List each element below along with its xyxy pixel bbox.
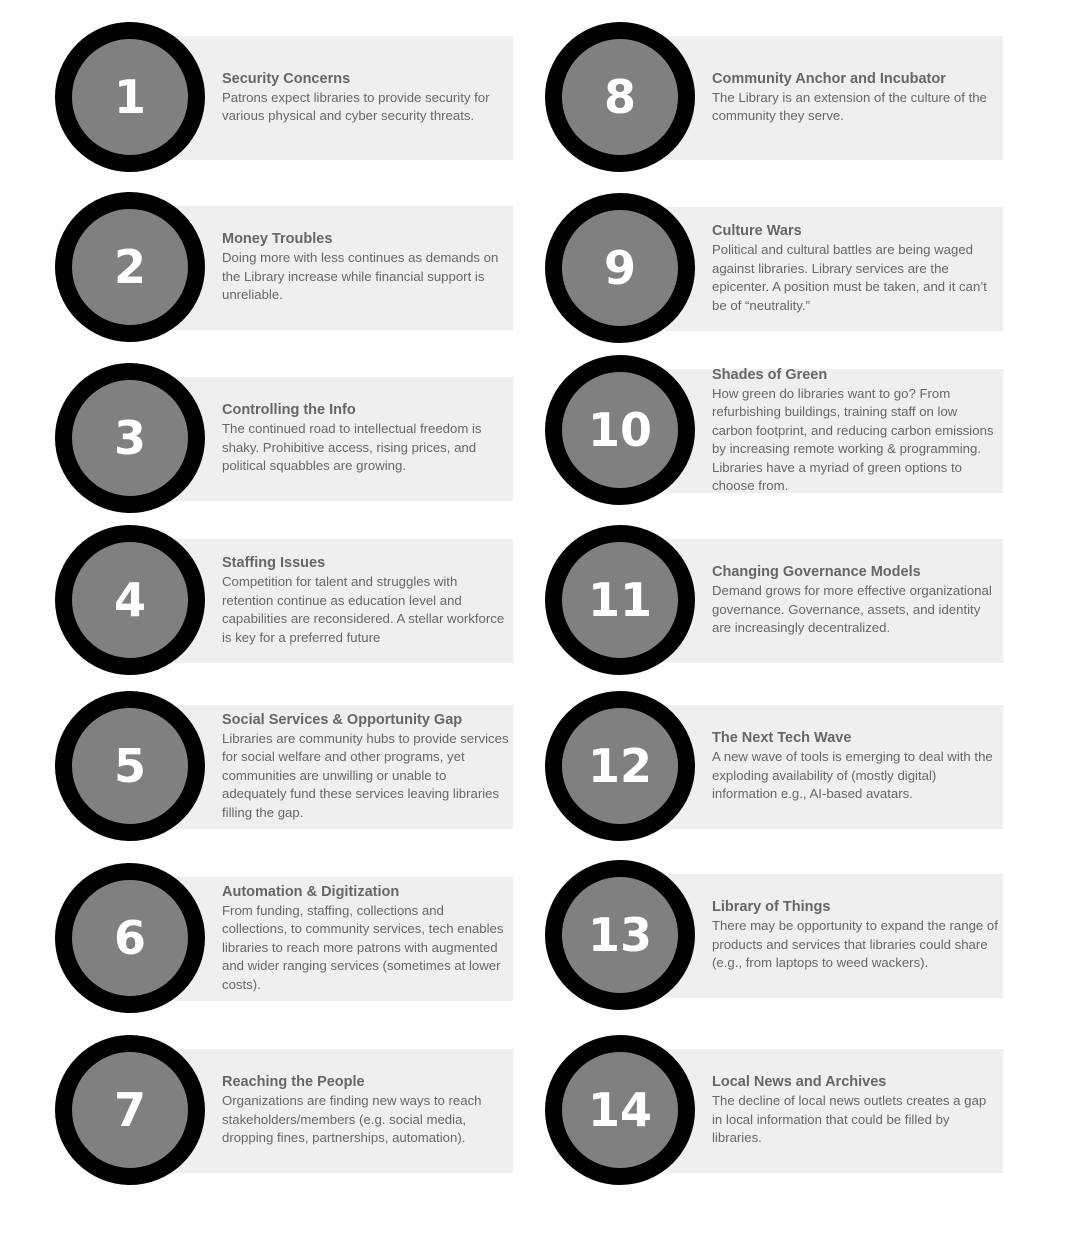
number-circle — [55, 192, 205, 342]
number-circle — [55, 22, 205, 172]
item-text — [222, 712, 510, 823]
item-card — [665, 366, 1003, 493]
item-description: Libraries are community hubs to provide services for social welfare and other programs, yet communities are unwilling or unable to adequately fund these services leaving libraries filling the gap. — [222, 730, 509, 820]
item-title: Local News and Archives — [712, 1074, 887, 1091]
item-number: 5 — [113, 739, 146, 793]
item-text — [222, 555, 510, 647]
item-number: 13 — [587, 908, 652, 962]
number-circle — [545, 860, 695, 1010]
item-description: A new wave of tools is emerging to deal with the exploding availability of (mostly digital) information e.g., AI-based avatars. — [712, 749, 993, 802]
item-title: Security Concerns — [222, 70, 351, 87]
item-description: The decline of local news outlets creates a gap in local information that could be filled by libraries. — [712, 1093, 987, 1146]
list-item — [55, 363, 515, 513]
list-item — [55, 192, 515, 342]
item-description: Competition for talent and struggles with retention continue as education level and capabilities are reconsidered. A stellar workforce is key for a preferred future — [222, 574, 505, 645]
item-number: 1 — [113, 70, 146, 124]
list-item — [545, 193, 1005, 343]
item-title: Money Troubles — [222, 231, 333, 248]
item-description: Organizations are finding new ways to reach stakeholders/members (e.g. social media, dropping fines, partnerships, automation). — [222, 1093, 482, 1146]
item-card — [175, 1049, 513, 1173]
item-title: Reaching the People — [222, 1074, 365, 1091]
item-card — [665, 36, 1003, 160]
item-title: Controlling the Info — [222, 402, 356, 419]
item-card — [175, 36, 513, 160]
item-title: Staffing Issues — [222, 555, 326, 571]
item-description: Doing more with less continues as demands on the Library increase while financial support is unreliable. — [222, 250, 499, 303]
item-text — [222, 402, 510, 476]
item-description: The continued road to intellectual freedom is shaky. Prohibitive access, rising prices, and political squabbles are growing. — [222, 421, 482, 474]
list-item — [55, 525, 515, 675]
item-text — [712, 564, 1000, 638]
item-text — [712, 1074, 1000, 1148]
item-card — [175, 377, 513, 501]
number-circle — [545, 525, 695, 675]
number-circle — [55, 525, 205, 675]
item-title: Automation & Digitization — [222, 883, 400, 900]
number-circle — [55, 1035, 205, 1185]
list-item — [55, 1035, 515, 1185]
list-item — [545, 22, 1005, 172]
list-item — [55, 22, 515, 172]
item-description: Patrons expect libraries to provide security for various physical and cyber security threats. — [222, 89, 490, 123]
item-number: 4 — [113, 573, 146, 627]
list-item — [545, 355, 1005, 505]
item-description: How green do libraries want to go? From refurbishing buildings, training staff on low carbon footprint, and reducing carbon emissions by increasing remote working & programming. Libraries have a myriad of green options to choose from. — [712, 385, 994, 493]
item-number: 12 — [587, 739, 652, 793]
item-card — [665, 1049, 1003, 1173]
item-text — [712, 367, 1000, 496]
item-description: There may be opportunity to expand the range of products and services that libraries could share (e.g., from laptops to weed wackers). — [712, 918, 998, 971]
item-number: 14 — [587, 1083, 652, 1137]
item-number: 8 — [603, 70, 636, 124]
number-circle — [545, 355, 695, 505]
item-number: 7 — [113, 1083, 146, 1137]
list-item — [55, 691, 515, 841]
item-title: Community Anchor and Incubator — [712, 70, 946, 87]
number-circle — [545, 193, 695, 343]
item-card — [665, 874, 1003, 998]
item-card — [175, 206, 513, 330]
item-text — [222, 71, 510, 126]
item-number: 9 — [603, 241, 636, 295]
item-number: 6 — [113, 911, 146, 965]
number-circle — [55, 863, 205, 1013]
number-circle — [55, 691, 205, 841]
item-text — [222, 231, 510, 305]
item-title: Social Services & Opportunity Gap — [222, 711, 463, 728]
item-card — [665, 207, 1003, 331]
list-item — [545, 1035, 1005, 1185]
number-circle — [545, 22, 695, 172]
number-circle — [55, 363, 205, 513]
item-description: Political and cultural battles are being waged against libraries. Library services are the epicenter. A position must be taken, and it can’t be of “neutrality.” — [712, 242, 987, 313]
list-item — [545, 860, 1005, 1010]
item-text — [222, 884, 510, 995]
item-card — [175, 705, 513, 829]
item-card — [665, 705, 1003, 829]
item-card — [175, 877, 513, 1001]
item-text — [712, 71, 1000, 126]
item-title: Shades of Green — [712, 366, 828, 383]
list-item — [545, 525, 1005, 675]
item-description: From funding, staffing, collections and collections, to community services, tech enables libraries to reach more patrons with augmented and wider ranging services (sometimes at lower costs). — [222, 902, 504, 992]
item-title: The Next Tech Wave — [712, 730, 852, 747]
item-description: The Library is an extension of the culture of the community they serve. — [712, 89, 987, 123]
item-text — [712, 223, 1000, 315]
number-circle — [545, 691, 695, 841]
list-item — [55, 863, 515, 1013]
item-text — [712, 899, 1000, 973]
item-card — [665, 539, 1003, 663]
item-title: Culture Wars — [712, 223, 802, 239]
item-text — [712, 730, 1000, 804]
list-item — [545, 691, 1005, 841]
item-number: 10 — [587, 403, 652, 457]
item-number: 3 — [113, 411, 146, 465]
item-title: Changing Governance Models — [712, 564, 921, 581]
item-number: 11 — [587, 573, 652, 627]
number-circle — [545, 1035, 695, 1185]
item-text — [222, 1074, 510, 1148]
item-description: Demand grows for more effective organizational governance. Governance, assets, and identity are increasingly decentralized. — [712, 583, 992, 636]
item-number: 2 — [113, 240, 146, 294]
item-card — [175, 539, 513, 663]
item-title: Library of Things — [712, 899, 831, 916]
